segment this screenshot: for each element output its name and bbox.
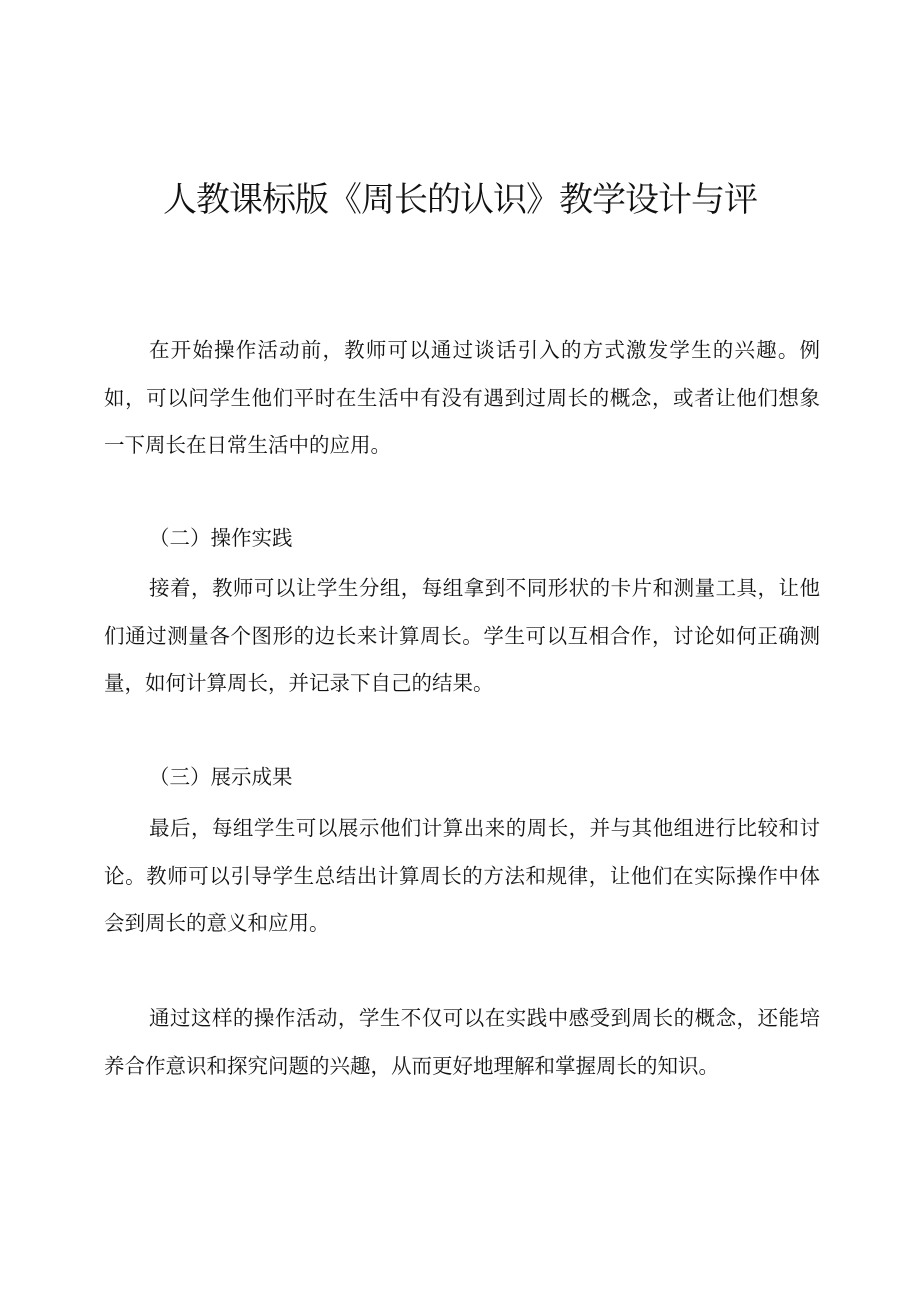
- section-heading-results: （三）展示成果: [149, 765, 293, 789]
- document-title: 人教课标版《周长的认识》教学设计与评: [163, 180, 757, 220]
- results-paragraph: 最后，每组学生可以展示他们计算出来的周长，并与其他组进行比较和讨论。教师可以引导学生总结出计算周长的方法和规律，让他们在实际操作中体会到周长的意义和应用。: [104, 816, 820, 935]
- conclusion-paragraph: 通过这样的操作活动，学生不仅可以在实践中感受到周长的概念，还能培养合作意识和探究问题的兴趣，从而更好地理解和掌握周长的知识。: [104, 1006, 820, 1078]
- section-heading-practice: （二）操作实践: [149, 526, 293, 550]
- intro-paragraph: 在开始操作活动前，教师可以通过谈话引入的方式激发学生的兴趣。例如，可以问学生他们平时在生活中有没有遇到过周长的概念，或者让他们想象一下周长在日常生活中的应用。: [104, 338, 820, 457]
- practice-paragraph: 接着，教师可以让学生分组，每组拿到不同形状的卡片和测量工具，让他们通过测量各个图形的边长来计算周长。学生可以互相合作，讨论如何正确测量，如何计算周长，并记录下自己的结果。: [104, 576, 820, 695]
